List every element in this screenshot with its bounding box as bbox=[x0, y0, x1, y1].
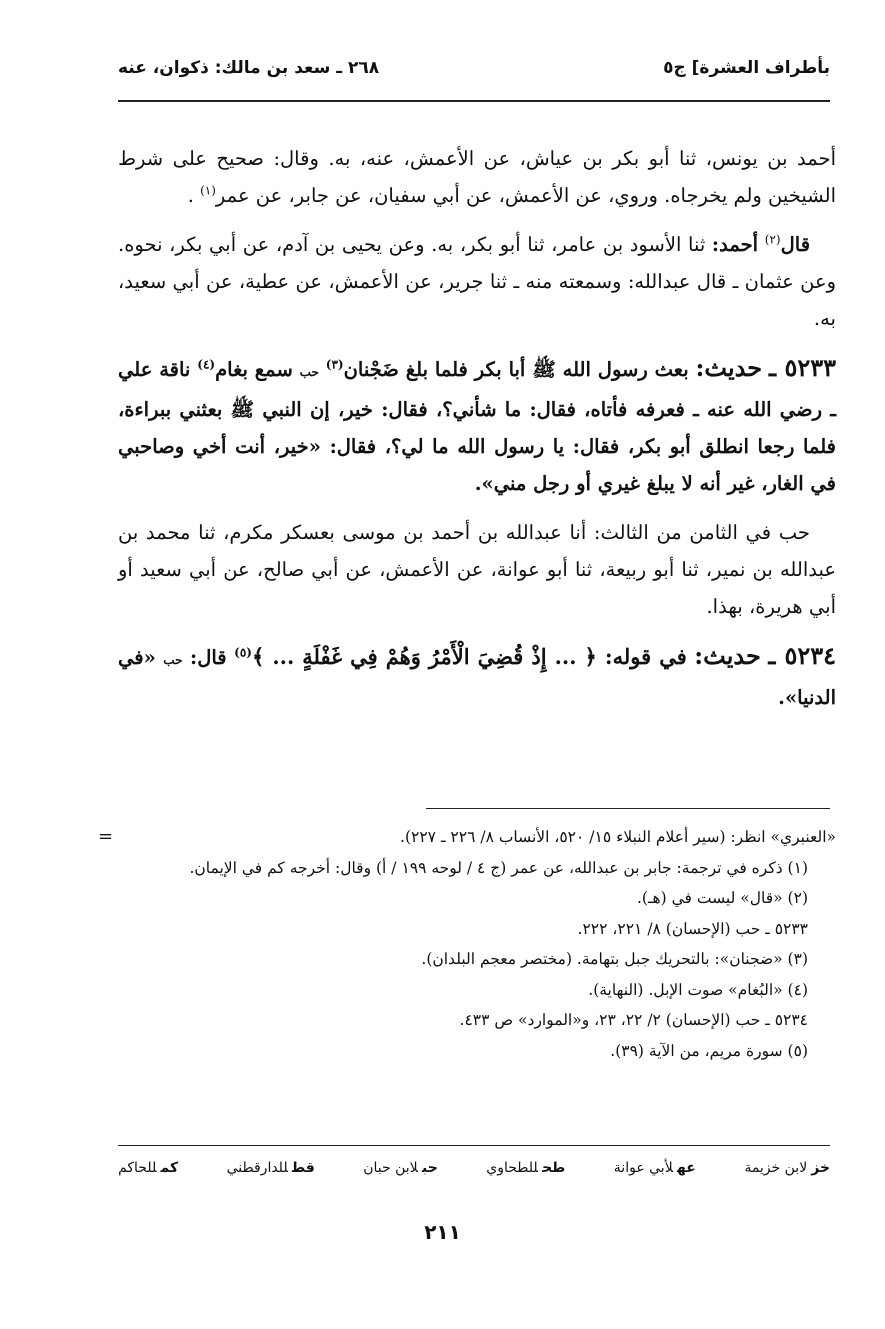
abbreviation-item: كمللحاكم bbox=[118, 1160, 179, 1176]
footnote-continuation: «العنبري» انظر: (سير أعلام النبلاء ١٥/ ٥٢٠، الأنساب ٨/ ٢٢٦ ـ ٢٢٧). bbox=[400, 828, 836, 846]
abbreviations-rule bbox=[118, 1145, 830, 1146]
footnote-ref-4: (٤) bbox=[197, 357, 216, 372]
footnote-rule bbox=[426, 808, 830, 809]
footnote-ref-2: (٢) bbox=[764, 232, 781, 247]
abbreviation-item: خزلابن خزيمة bbox=[744, 1160, 830, 1176]
paragraph-isnad-2 bbox=[118, 226, 836, 337]
footnote-ref-3: (٣) bbox=[325, 357, 344, 372]
abbreviation-item: طحللطحاوي bbox=[486, 1160, 566, 1176]
paragraph-isnad-3 bbox=[118, 514, 836, 625]
paragraph-end: . bbox=[187, 184, 194, 207]
hadith-text: «في الدنيا». bbox=[118, 646, 836, 709]
footnote-ref-1: (١) bbox=[200, 183, 216, 198]
paragraph-text: ثنا الأسود بن عامر، ثنا أبو بكر، به. وعن يحيى بن آدم، عن أبي بكر، نحوه. وعن عثمان ـ قال عبدالله: وسمعته منه ـ ثنا جرير، عن الأعمش، عن عطية، عن أبي سعيد، به. bbox=[118, 233, 836, 330]
footnote-1: (١) ذكره في ترجمة: جابر بن عبدالله، عن عمر (ج ٤ / لوحه ١٩٩ / أ) وقال: أخرجه كم في الإيمان. bbox=[189, 858, 808, 877]
footnote-ref-5: (٥) bbox=[234, 645, 252, 660]
takhrij-5234: ٥٢٣٤ ـ حب (الإحسان) ٢/ ٢٢، ٢٣، و«الموارد» ص ٤٣٣. bbox=[459, 1011, 808, 1029]
takhrij-5233: ٥٢٣٣ ـ حب (الإحسان) ٨/ ٢٢١، ٢٢٢. bbox=[577, 919, 808, 938]
qala-label: قال bbox=[780, 233, 811, 256]
running-header bbox=[118, 58, 830, 88]
footnote-4: (٤) «البُغام» صوت الإبل. (النهاية). bbox=[588, 980, 808, 999]
narrator-name: أحمد: bbox=[711, 233, 759, 256]
page-number: ٢١١ bbox=[424, 1220, 461, 1244]
abbreviation-item: حبلابن حبان bbox=[363, 1160, 438, 1176]
paragraph-isnad-1 bbox=[118, 140, 836, 214]
abbreviation-item: قطللدارقطني bbox=[226, 1160, 315, 1176]
hadith-text: ناقة علي ـ رضي الله عنه ـ فعرفه فأتاه، فقال: ما شأني؟، فقال: خير، إن النبي ﷺ بعثني ببراءة، فلما رجعا انطلق أبو بكر، فقال: يا رسول الله ما لي؟، فقال: «خير، أنت أخي وصاحبي في الغار، غير أنه لا يبلغ غيري أو رجل مني». bbox=[118, 358, 836, 495]
header-rule bbox=[118, 100, 830, 102]
quran-verse: في قوله: ﴿ ... إِذْ قُضِيَ الْأَمْرُ وَهُمْ فِي غَفْلَةٍ ... ﴾ bbox=[251, 644, 687, 669]
hadith-text: بعث رسول الله ﷺ أبا بكر فلما بلغ ضَجْنان bbox=[343, 358, 689, 381]
header-book-title: بأطراف العشرة] ج٥ bbox=[663, 58, 830, 78]
abbreviations-key bbox=[118, 1160, 830, 1176]
abbreviation-item: عهلأبي عوانة bbox=[613, 1160, 696, 1176]
paragraph-text: أحمد بن يونس، ثنا أبو بكر بن عياش، عن الأعمش، عنه، به. وقال: صحيح على شرط الشيخين ولم يخرجاه. وروي، عن الأعمش، عن أبي سفيان، عن جابر، عن عمر bbox=[118, 147, 836, 207]
hadith-5234 bbox=[118, 637, 836, 716]
source-code: حب bbox=[299, 365, 319, 379]
source-code: حب bbox=[163, 653, 183, 667]
hadith-text: سمع بغام bbox=[215, 358, 293, 381]
hadith-number: ٥٢٣٣ ـ bbox=[768, 353, 836, 382]
footnote-5: (٥) سورة مريم، من الآية (٣٩). bbox=[610, 1041, 808, 1060]
footnotes bbox=[98, 822, 836, 1066]
hadith-label: حديث: bbox=[695, 353, 763, 382]
hadith-5233 bbox=[118, 349, 836, 502]
hadith-label: حديث: bbox=[694, 641, 761, 670]
hadith-text: قال: bbox=[190, 646, 227, 669]
footnote-3: (٣) «ضجنان»: بالتحريك جبل بتهامة. (مختصر معجم البلدان). bbox=[421, 950, 808, 968]
hadith-number: ٥٢٣٤ ـ bbox=[768, 641, 837, 670]
footnote-2: (٢) «قال» ليست في (هـ). bbox=[636, 889, 808, 907]
paragraph-text: حب في الثامن من الثالث: أنا عبدالله بن أحمد بن موسى بعسكر مكرم، ثنا محمد بن عبدالله بن نمير، ثنا أبو ربيعة، ثنا أبو عوانة، عن الأعمش، عن أبي صالح، عن أبي سعيد أو أبي هريرة، بهذا. bbox=[118, 521, 836, 618]
continuation-mark: = bbox=[98, 826, 114, 847]
main-text bbox=[118, 140, 836, 728]
header-section-title: ٢٦٨ ـ سعد بن مالك: ذكوان، عنه bbox=[118, 58, 380, 78]
